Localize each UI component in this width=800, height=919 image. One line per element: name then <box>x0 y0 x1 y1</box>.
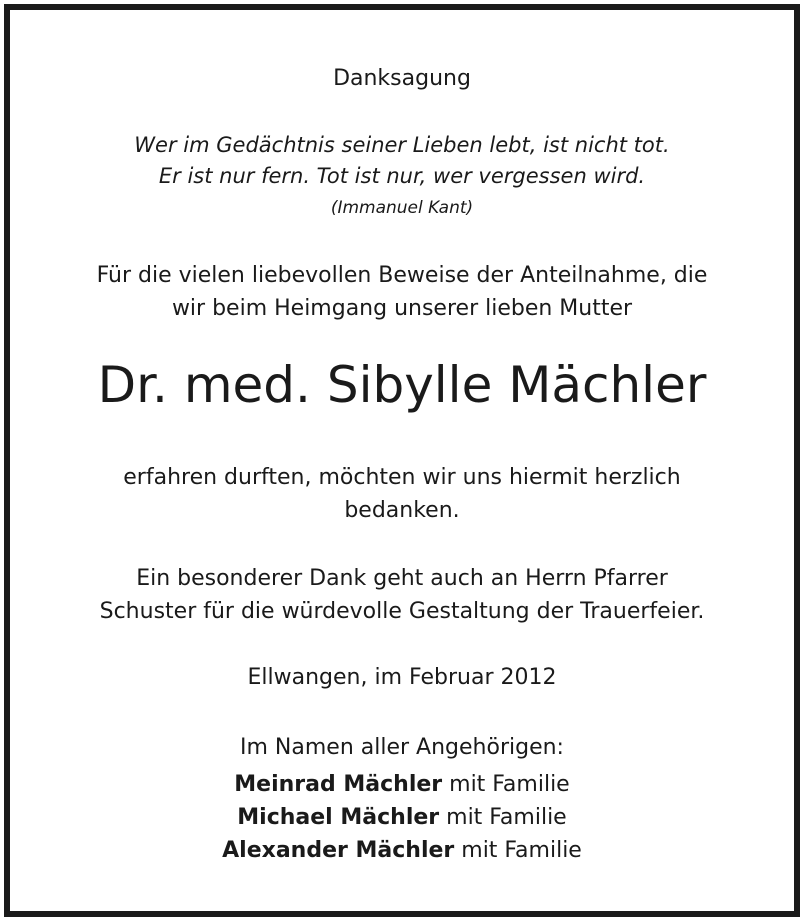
thanks-line-2: bedanken. <box>344 498 460 523</box>
signatory-name: Michael Mächler <box>237 805 440 830</box>
signatory-suffix: mit Familie <box>442 772 570 797</box>
thanks-line-1: erfahren durften, möchten wir uns hiermit herzlich <box>123 465 681 490</box>
signatory-suffix: mit Familie <box>439 805 567 830</box>
notice-heading: Danksagung <box>333 66 471 91</box>
signatory-3 <box>10 838 794 863</box>
on-behalf-label: Im Namen aller Angehörigen: <box>240 735 564 760</box>
quote-line-2: Er ist nur fern. Tot ist nur, wer vergessen wird. <box>158 164 646 188</box>
special-thanks-line-1: Ein besonderer Dank geht auch an Herrn Pfarrer <box>136 566 668 591</box>
notice-frame <box>4 4 800 917</box>
signatory-name: Meinrad Mächler <box>234 772 443 797</box>
quote-author: (Immanuel Kant) <box>330 198 474 218</box>
signatory-2 <box>10 805 794 830</box>
intro-line-2: wir beim Heimgang unserer lieben Mutter <box>171 296 633 321</box>
quote-line-1: Wer im Gedächtnis seiner Lieben lebt, ist nicht tot. <box>134 133 670 157</box>
deceased-name: Dr. med. Sibylle Mächler <box>97 356 707 414</box>
place-date: Ellwangen, im Februar 2012 <box>247 665 557 690</box>
intro-line-1: Für die vielen liebevollen Beweise der Anteilnahme, die <box>96 263 708 288</box>
signatory-name: Alexander Mächler <box>222 838 455 863</box>
signatory-suffix: mit Familie <box>454 838 582 863</box>
signatory-1 <box>10 772 794 797</box>
special-thanks-line-2: Schuster für die würdevolle Gestaltung der Trauerfeier. <box>99 599 705 624</box>
